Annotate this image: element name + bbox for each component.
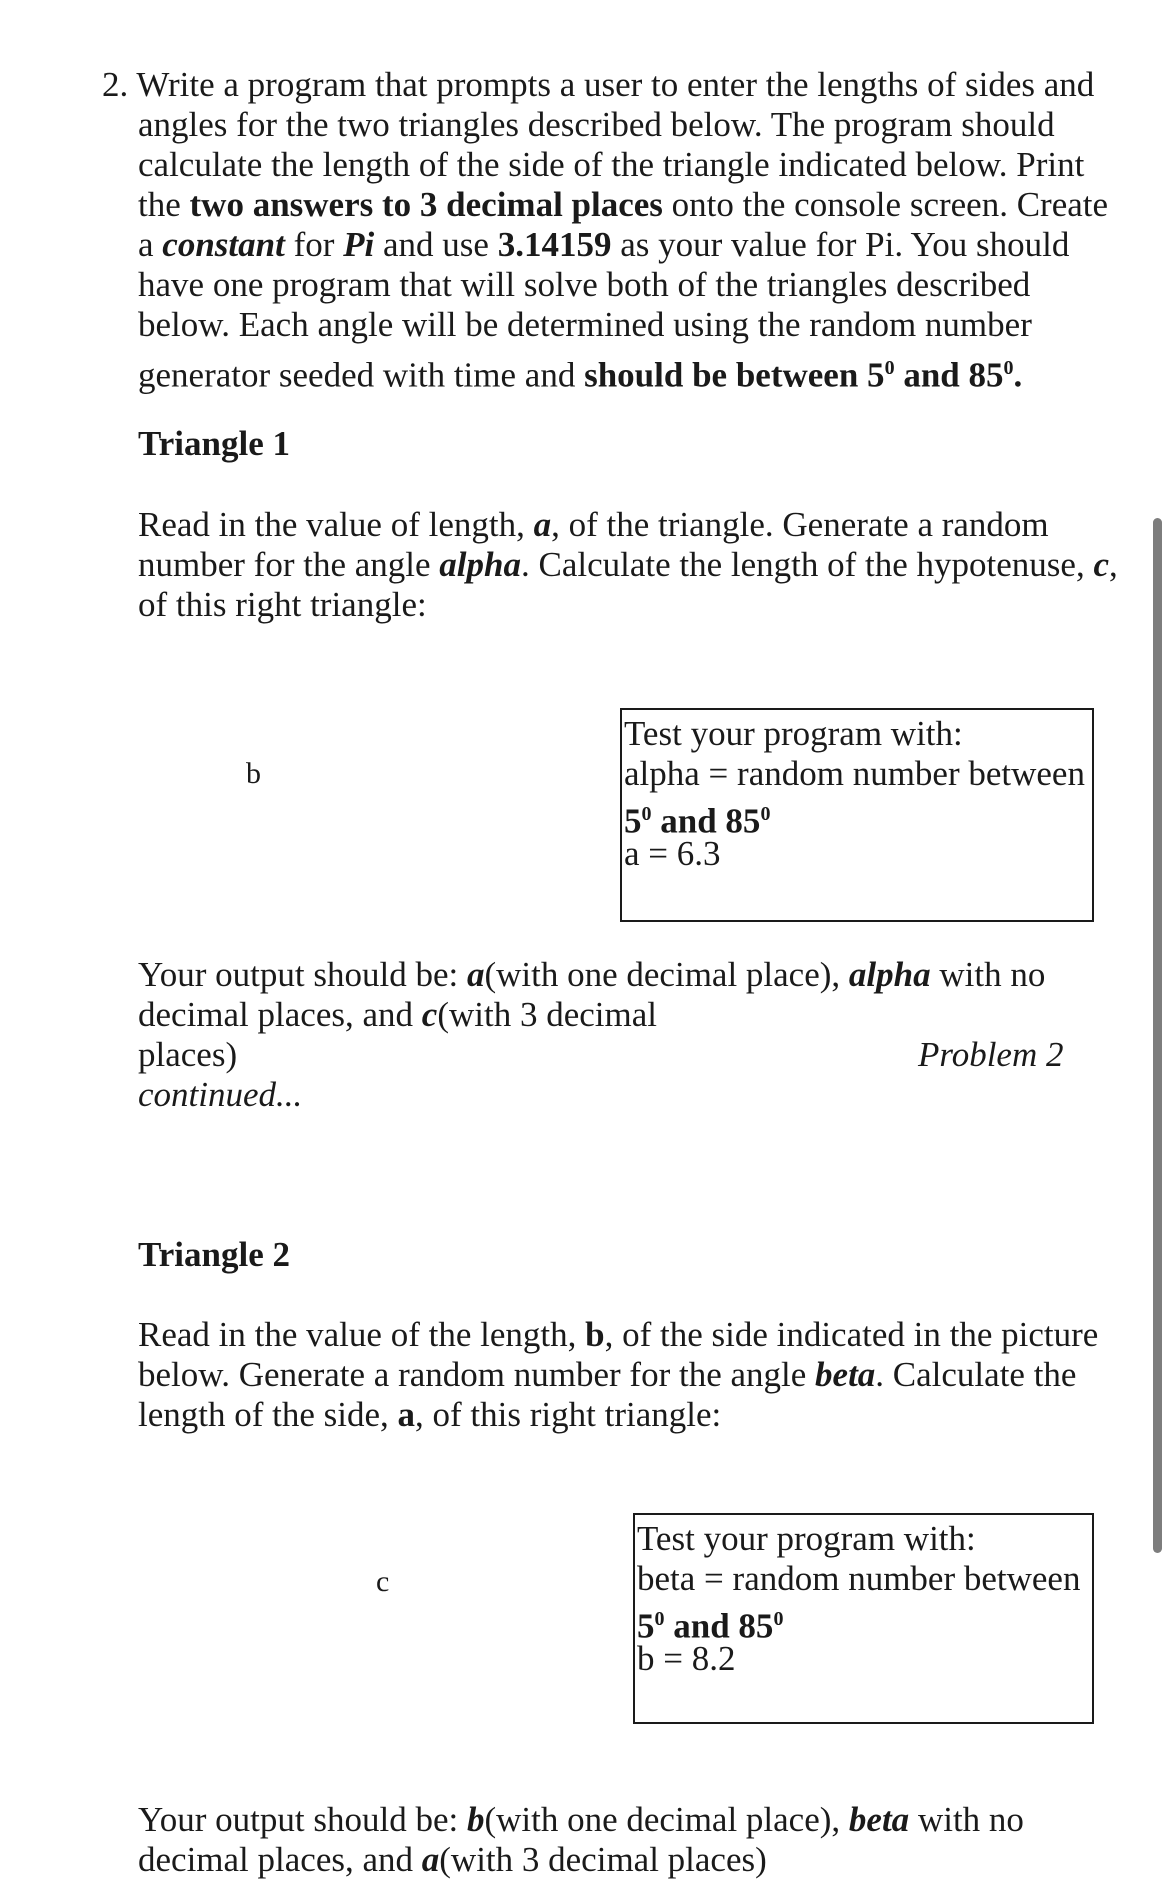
output-line: Your output should be: a(with one decimal place), alpha with no [138, 955, 1046, 994]
test-values-box [633, 1513, 1094, 1724]
test-box-range: $5^0$ and $85^0$ [637, 1606, 784, 1646]
output-line: places) [138, 1035, 238, 1074]
section-heading: Triangle 1 [138, 424, 290, 463]
output-line: decimal places, and c(with 3 decimal [138, 995, 657, 1034]
output-line: Your output should be: b(with one decimal place), beta with no [138, 1800, 1024, 1839]
description-line: of this right triangle: [138, 585, 427, 624]
output-line: decimal places, and a(with 3 decimal places) [138, 1840, 767, 1879]
problem-line: below. Each angle will be determined using the random number [138, 305, 1032, 344]
problem-line: 2. Write a program that prompts a user to enter the lengths of sides and [102, 65, 1095, 104]
test-box-value: b = 8.2 [637, 1639, 736, 1678]
problem-line: angles for the two triangles described below. The program should [138, 105, 1055, 144]
triangle-side-label: b [246, 757, 261, 790]
problem-line: generator seeded with time and should be between $5^0$ and $85^0$. [138, 355, 1023, 395]
test-box-param: beta = random number between [637, 1559, 1081, 1598]
problem-line: have one program that will solve both of the triangles described [138, 265, 1031, 304]
problem-line: a constant for Pi and use 3.14159 as your value for Pi. You should [138, 225, 1070, 264]
description-line: Read in the value of the length, b, of the side indicated in the picture [138, 1315, 1099, 1354]
continued-label: continued... [138, 1075, 303, 1114]
problem-line: the two answers to 3 decimal places onto the console screen. Create [138, 185, 1109, 224]
test-box-range: $5^0$ and $85^0$ [624, 801, 771, 841]
test-values-box [620, 708, 1094, 922]
description-line: length of the side, a, of this right triangle: [138, 1395, 722, 1434]
description-line: below. Generate a random number for the angle beta. Calculate the [138, 1355, 1077, 1394]
test-box-title: Test your program with: [624, 714, 963, 753]
test-box-param: alpha = random number between [624, 754, 1085, 793]
problem-line: calculate the length of the side of the triangle indicated below. Print [138, 145, 1085, 184]
description-line: Read in the value of length, a, of the triangle. Generate a random [138, 505, 1049, 544]
continued-label: Problem 2 [918, 1035, 1064, 1074]
description-line: number for the angle alpha. Calculate the length of the hypotenuse, c, [138, 545, 1118, 584]
section-heading: Triangle 2 [138, 1235, 290, 1274]
test-box-value: a = 6.3 [624, 834, 721, 873]
triangle-side-label: c [376, 1565, 390, 1598]
vertical-scrollbar[interactable] [1153, 518, 1162, 1553]
test-box-title: Test your program with: [637, 1519, 976, 1558]
